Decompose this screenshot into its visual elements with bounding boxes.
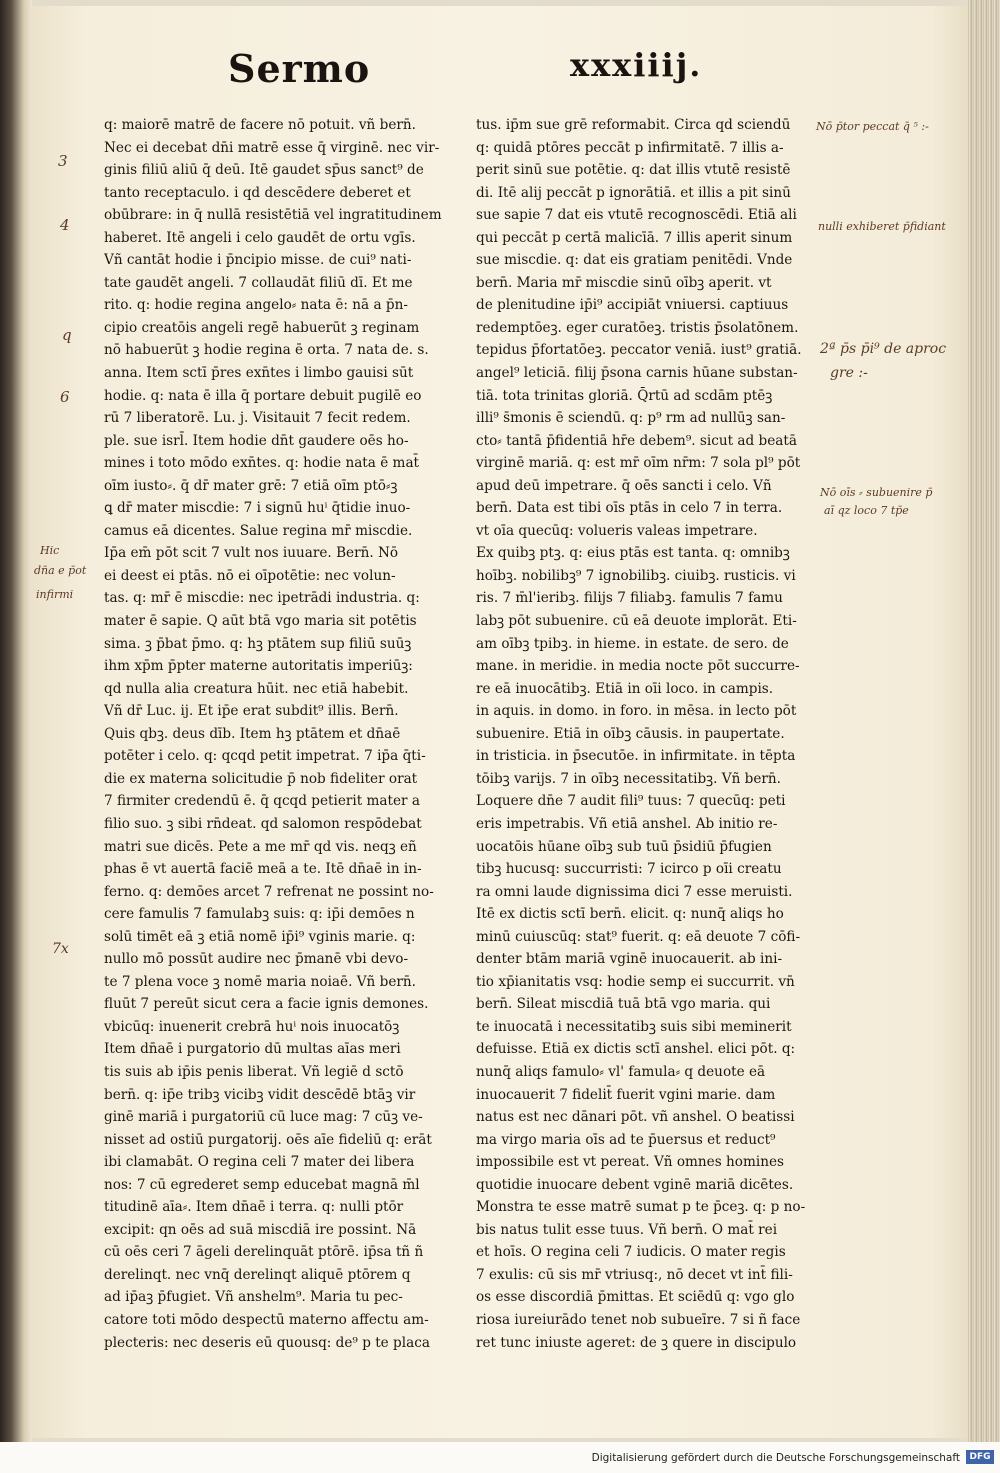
- text-line: mater ē sapie. Q aūt btā vgo maria sit potētis: [104, 613, 417, 630]
- text-line: subuenire. Etiā in oībꝫ cāusis. in paupertate.: [476, 725, 785, 742]
- marginal-note: aī qz loco 7 tp̄e: [824, 504, 909, 517]
- text-line: tiā. tota trinitas gloriā. Q̄rtū ad scdām ptēꝫ: [476, 387, 773, 404]
- text-line: inuocauerit 7 fidelit̄ fuerit vgini marie. dam: [476, 1086, 776, 1103]
- text-line: te inuocatā i necessitatibꝫ suis sibi meminerit: [476, 1018, 792, 1035]
- marginal-note: 2ª p̄s p̄i⁹ de aproc: [820, 341, 947, 357]
- text-line: cū oēs ceri 7 āgeli derelinquāt ptōrē. ip̄sa tñ ñ: [104, 1244, 424, 1261]
- text-line: 7 exulis: cū sis mr̄ vtriusq:, nō decet vt int̄ fili-: [476, 1266, 793, 1283]
- text-line: Itē ex dictis sctī bern̄. elicit. q: nunq̄ aliqs ho: [476, 906, 784, 923]
- text-line: solū timēt eā ꝫ etiā nomē ip̄i⁹ vginis marie. q:: [104, 928, 416, 945]
- text-line: tis suis ab ip̄is penis liberat. Vñ legiē d sctō: [104, 1063, 404, 1080]
- text-line: ad ip̄aꝫ p̄fugiet. Vñ anshelm⁹. Maria tu pec-: [104, 1289, 403, 1306]
- text-line: ra omni laude dignissima dici 7 esse meruisti.: [476, 883, 793, 900]
- text-line: eris impetrabis. Vñ etiā anshel. Ab initio re-: [476, 815, 778, 832]
- text-line: haberet. Itē angeli i celo gaudēt de ortu vgīs.: [104, 229, 416, 246]
- marginal-note: nulli exhiberet p̄fidiant: [818, 220, 946, 233]
- dfg-logo: DFG: [966, 1450, 994, 1464]
- text-line: Monstra te esse matrē sumat p te p̄ceꝫ. q: p no-: [476, 1199, 806, 1216]
- text-line: natus est nec dānari pōt. vñ anshel. O beatissi: [476, 1109, 795, 1126]
- marginal-note: 4: [60, 216, 70, 234]
- adjacent-page-edge: [0, 0, 32, 1442]
- text-line: illi⁹ s̄monis ē sciendū. q: p⁹ rm ad nullūꝫ san-: [476, 410, 786, 427]
- text-line: virginē mariā. q: est mr̄ oīm nr̄m: 7 sola pl⁹ pōt: [476, 455, 801, 472]
- text-line: Quis qbꝫ. deus dīb. Item hꝫ ptātem et dn̄aē: [104, 725, 401, 742]
- text-line: ginē mariā i purgatoriū cū luce mag: 7 cūꝫ ve-: [104, 1109, 423, 1126]
- text-line: sue miscdie. q: dat eis gratiam penitēdi. Vnde: [476, 252, 793, 269]
- text-line: ei deest ei ptās. nō ei oīpotētie: nec volun-: [104, 567, 396, 584]
- text-line: Ex quibꝫ ptꝫ. q: eius ptās est tanta. q: omnibꝫ: [476, 545, 790, 562]
- text-line: angel⁹ leticiā. filij p̄sona carnis hūane substan-: [476, 365, 798, 382]
- text-line: ginis filiū aliū q̄ deū. Itē gaudet sp̄us sanct⁹ de: [104, 162, 424, 179]
- text-line: bis natus tulit esse tuus. Vñ bern̄. O mat̄ rei: [476, 1221, 778, 1238]
- text-line: nullo mō possūt audire nec p̄manē vbi devo-: [104, 951, 409, 968]
- marginal-note: Nō p̄tor peccat q̄ ⁵ :-: [816, 120, 929, 133]
- text-line: catore toti mōdo despectū materno affectu am-: [104, 1311, 429, 1328]
- text-line: nunq̄ aliqs famulo⸗ vl' famula⸗ q deuote eā: [476, 1063, 766, 1080]
- text-line: nos: 7 cū egrederet semp educebat magnā m̄l: [104, 1176, 420, 1193]
- text-line: sue sapie 7 dat eis vtutē recognoscēdi. Etiā ali: [476, 207, 797, 224]
- text-line: vt oīa quecūq: volueris valeas impetrare.: [476, 522, 758, 539]
- text-line: ꝗ dr̄ mater miscdie: 7 i signū huⁱ q̄tidie inuo-: [104, 500, 411, 517]
- text-line: de plenitudine ip̄i⁹ accipiāt vniuersi. captiuus: [476, 297, 789, 314]
- text-line: hoībꝫ. nobilibꝫ⁹ 7 ignobilibꝫ. ciuibꝫ. rusticis. vi: [476, 567, 796, 584]
- marginal-note: infirmi: [36, 588, 74, 601]
- text-line: perit sinū sue potētie. q: dat illis vtutē resistē: [476, 162, 791, 179]
- text-line: ret tunc iniuste ageret: de ꝫ quere in discipulo: [476, 1334, 797, 1351]
- text-line: ibi clamabāt. O regina celi 7 mater dei libera: [104, 1154, 415, 1171]
- text-line: qui peccāt p certā malicīā. 7 illis aperit sinum: [476, 229, 793, 246]
- text-line: Loquere dn̄e 7 audit fili⁹ tuus: 7 quecūq: peti: [476, 793, 786, 810]
- text-line: obūbrare: in q̄ nullā resistētiā vel ingratitudinem: [104, 207, 442, 224]
- text-line: os esse discordiā p̄mittas. Et sciēdū q: vgo glo: [476, 1289, 795, 1306]
- text-line: potēter i celo. q: qcqd petit impetrat. 7 ip̄a q̄ti-: [104, 748, 426, 765]
- text-line: ferno. q: demōes arcet 7 refrenat ne possint no-: [104, 883, 434, 900]
- marginal-note: q: [62, 326, 72, 344]
- text-line: cere famulis 7 famulabꝫ suis: q: ip̄i demōes n: [104, 906, 415, 923]
- text-line: bern̄. Data est tibi oīs ptās in celo 7 in terra.: [476, 500, 783, 517]
- text-line: titudinē aīa⸗. Item dn̄aē i terra. q: nulli ptōr: [104, 1199, 404, 1216]
- text-line: Vñ cantāt hodie i p̄ncipio misse. de cui⁹ nati-: [104, 252, 412, 269]
- text-line: ihm xp̄m p̄pter materne autoritatis imperiūꝫ:: [104, 658, 413, 675]
- text-line: bern̄. q: ip̄e tribꝫ vicibꝫ vidit descēdē btāꝫ vir: [104, 1086, 416, 1103]
- text-line: fluūt 7 pereūt sicut cera a facie ignis demones.: [104, 996, 429, 1013]
- text-line: et hoīs. O regina celi 7 iudicis. O mater regis: [476, 1244, 786, 1261]
- text-line: tate gaudēt angeli. 7 collaudāt filiū dī. Et me: [104, 274, 413, 291]
- text-line: am oībꝫ tpibꝫ. in hieme. in estate. de sero. de: [476, 635, 789, 652]
- text-line: in aquis. in domo. in foro. in mēsa. in lecto pōt: [476, 703, 797, 720]
- marginal-note: 7x: [52, 941, 69, 957]
- text-line: mane. in meridie. in media nocte pōt succurre-: [476, 658, 800, 675]
- text-line: ma virgo maria oīs ad te p̄uersus et reduct⁹: [476, 1131, 776, 1148]
- marginal-note: 6: [60, 388, 70, 406]
- text-line: redemptōeꝫ. eger curatōeꝫ. tristis p̄solatōnem.: [476, 319, 799, 336]
- folio-number: xxxiiij.: [570, 46, 703, 84]
- text-line: apud deū impetrare. q̄ oēs sancti i celo. Vñ: [476, 477, 772, 494]
- text-line: denter btām mariā vginē inuocauerit. ab ini-: [476, 951, 783, 968]
- footer-bar: [0, 1442, 1000, 1473]
- text-line: ris. 7 m̄l'ieribꝫ. filijs 7 filiabꝫ. famulis 7 famu: [476, 590, 783, 607]
- marginal-note: gre :-: [830, 365, 868, 381]
- text-line: camus eā dicentes. Salue regina mr̄ miscdie.: [104, 522, 413, 539]
- text-line: rito. q: hodie regina angelo⸗ nata ē: nā a p̄n-: [104, 297, 408, 314]
- text-line: tanto receptaculo. i qd descēdere deberet et: [104, 184, 411, 201]
- marginal-note: 3: [58, 152, 68, 170]
- text-line: oīm iusto⸗. q̄ dr̄ mater grē: 7 etiā oīm ptō⸗ꝫ: [104, 477, 398, 494]
- marginal-note: dn̄a e p̄ot: [34, 564, 87, 577]
- text-line: rū 7 liberatorē. Lu. j. Visitauit 7 fecit redem.: [104, 410, 411, 427]
- text-line: cto⸗ tantā p̄fidentiā hr̄e debem⁹. sicut ad beatā: [476, 432, 797, 449]
- text-line: cipio creatōis angeli regē habuerūt ꝫ reginam: [104, 319, 420, 336]
- text-line: Vñ dr̄ Luc. ij. Et ip̄e erat subdit⁹ illis. Bern̄.: [104, 703, 399, 720]
- marginal-note: Nō oīs ⸗ subuenire p̄: [820, 486, 933, 499]
- text-line: tio xp̄ianitatis vsq: hodie semp ei succurrit. vn̄: [476, 973, 795, 990]
- text-line: excipit: qn oēs ad suā miscdiā ire possint. Nā: [104, 1221, 417, 1238]
- text-line: qd nulla alia creatura hūit. nec etiā habebit.: [104, 680, 409, 697]
- page: [30, 6, 968, 1438]
- page-block-edge: [968, 0, 1000, 1442]
- text-column-left: [104, 114, 464, 1354]
- text-line: q: maiorē matrē de facere nō potuit. vñ bern̄.: [104, 117, 416, 133]
- text-line: Item dn̄aē i purgatorio dū multas aīas meri: [104, 1041, 401, 1058]
- text-line: tus. ip̄m sue grē reformabit. Circa qd sciendū: [476, 117, 791, 133]
- text-line: bern̄. Sileat miscdiā tuā btā vgo maria. qui: [476, 996, 771, 1013]
- text-line: tepidus p̄fortatōeꝫ. peccator veniā. iust⁹ gratiā.: [476, 342, 802, 359]
- text-line: minū cuiuscūq: stat⁹ fuerit. q: eā deuote 7 cōfi-: [476, 928, 801, 945]
- text-line: vbicūq: inuenerit crebrā huⁱ nois inuocatōꝫ: [104, 1018, 400, 1035]
- text-line: q: quidā ptōres peccāt p infirmitatē. 7 illis a-: [476, 139, 784, 156]
- funding-credit: Digitalisierung gefördert durch die Deutsche Forschungsgemeinschaft: [591, 1452, 960, 1464]
- text-line: bern̄. Maria mr̄ miscdie sinū oībꝫ aperit. vt: [476, 274, 772, 291]
- text-line: defuisse. Etiā ex dictis sctī anshel. elici pōt. q:: [476, 1041, 796, 1058]
- text-line: impossibile est vt pereat. Vñ omnes homines: [476, 1154, 784, 1171]
- text-line: te 7 plena voce ꝫ nomē maria noiaē. Vñ bern̄.: [104, 973, 416, 990]
- text-line: quotidie inuocare debent vginē mariā dicētes.: [476, 1176, 794, 1193]
- text-line: derelinqt. nec vnq̄ derelinqt aliquē ptōrem q: [104, 1266, 411, 1283]
- text-line: phas ē vt auertā faciē meā a te. Itē dn̄aē in in-: [104, 861, 422, 878]
- running-header-sermo: Sermo: [228, 46, 371, 91]
- text-line: hodie. q: nata ē illa q̄ portare debuit pugilē eo: [104, 387, 422, 404]
- text-line: tas. q: mr̄ ē miscdie: nec ipetrādi industria. q:: [104, 590, 420, 607]
- text-line: riosa iureiurādo tenet nob subueīre. 7 si ñ face: [476, 1311, 801, 1328]
- text-line: nisset ad ostiū purgatorij. oēs aīe fideliū q: erāt: [104, 1131, 432, 1148]
- text-column-right: [476, 114, 822, 1354]
- text-line: die ex materna solicitudie p̄ nob fideliter orat: [104, 770, 418, 787]
- text-line: uocatōis hūane oībꝫ sub tuū p̄sidiū p̄fugien: [476, 838, 772, 855]
- text-line: labꝫ pōt subuenire. cū eā deuote implorāt. Eti-: [476, 613, 797, 630]
- text-line: plecteris: nec deseris eū quousq: de⁹ p te placa: [104, 1334, 430, 1351]
- text-line: tōibꝫ varijs. 7 in oībꝫ necessitatibꝫ. Vñ bern̄.: [476, 770, 781, 787]
- text-line: Nec ei decebat dn̄i matrē esse q̄ virginē. nec vir-: [104, 139, 440, 156]
- marginal-note: Hic: [40, 544, 60, 557]
- text-line: ple. sue isrl̄. Item hodie dn̄t gaudere oēs ho-: [104, 432, 409, 449]
- text-line: in tristicia. in p̄secutōe. in infirmitate. in tēpta: [476, 748, 796, 765]
- text-line: Ip̄a em̄ pōt scit 7 vult nos iuuare. Bern̄. Nō: [104, 545, 399, 562]
- text-line: tibꝫ hucusq: succurristi: 7 icirco p oīi creatu: [476, 861, 782, 878]
- text-line: nō habuerūt ꝫ hodie regina ē orta. 7 nata de. s.: [104, 342, 429, 359]
- text-line: 7 firmiter credendū ē. q̄ qcqd petierit mater a: [104, 793, 420, 810]
- text-line: sima. ꝫ p̄bat p̄mo. q: hꝫ ptātem sup filiū suūꝫ: [104, 635, 412, 652]
- text-line: anna. Item sctī p̄res exn̄tes i limbo gauisi sūt: [104, 365, 414, 382]
- text-line: di. Itē alij peccāt p ignorātiā. et illis a pit sinū: [476, 184, 791, 201]
- text-line: mines i toto mōdo exn̄tes. q: hodie nata ē mat̄: [104, 455, 420, 472]
- text-line: matri sue dicēs. Pete a me mr̄ qd vis. neqꝫ eñ: [104, 838, 417, 855]
- text-line: filio suo. ꝫ sibi rn̄deat. qd salomon respōdebat: [104, 815, 422, 832]
- text-line: re eā inuocātibꝫ. Etiā in oīi loco. in campis.: [476, 680, 774, 697]
